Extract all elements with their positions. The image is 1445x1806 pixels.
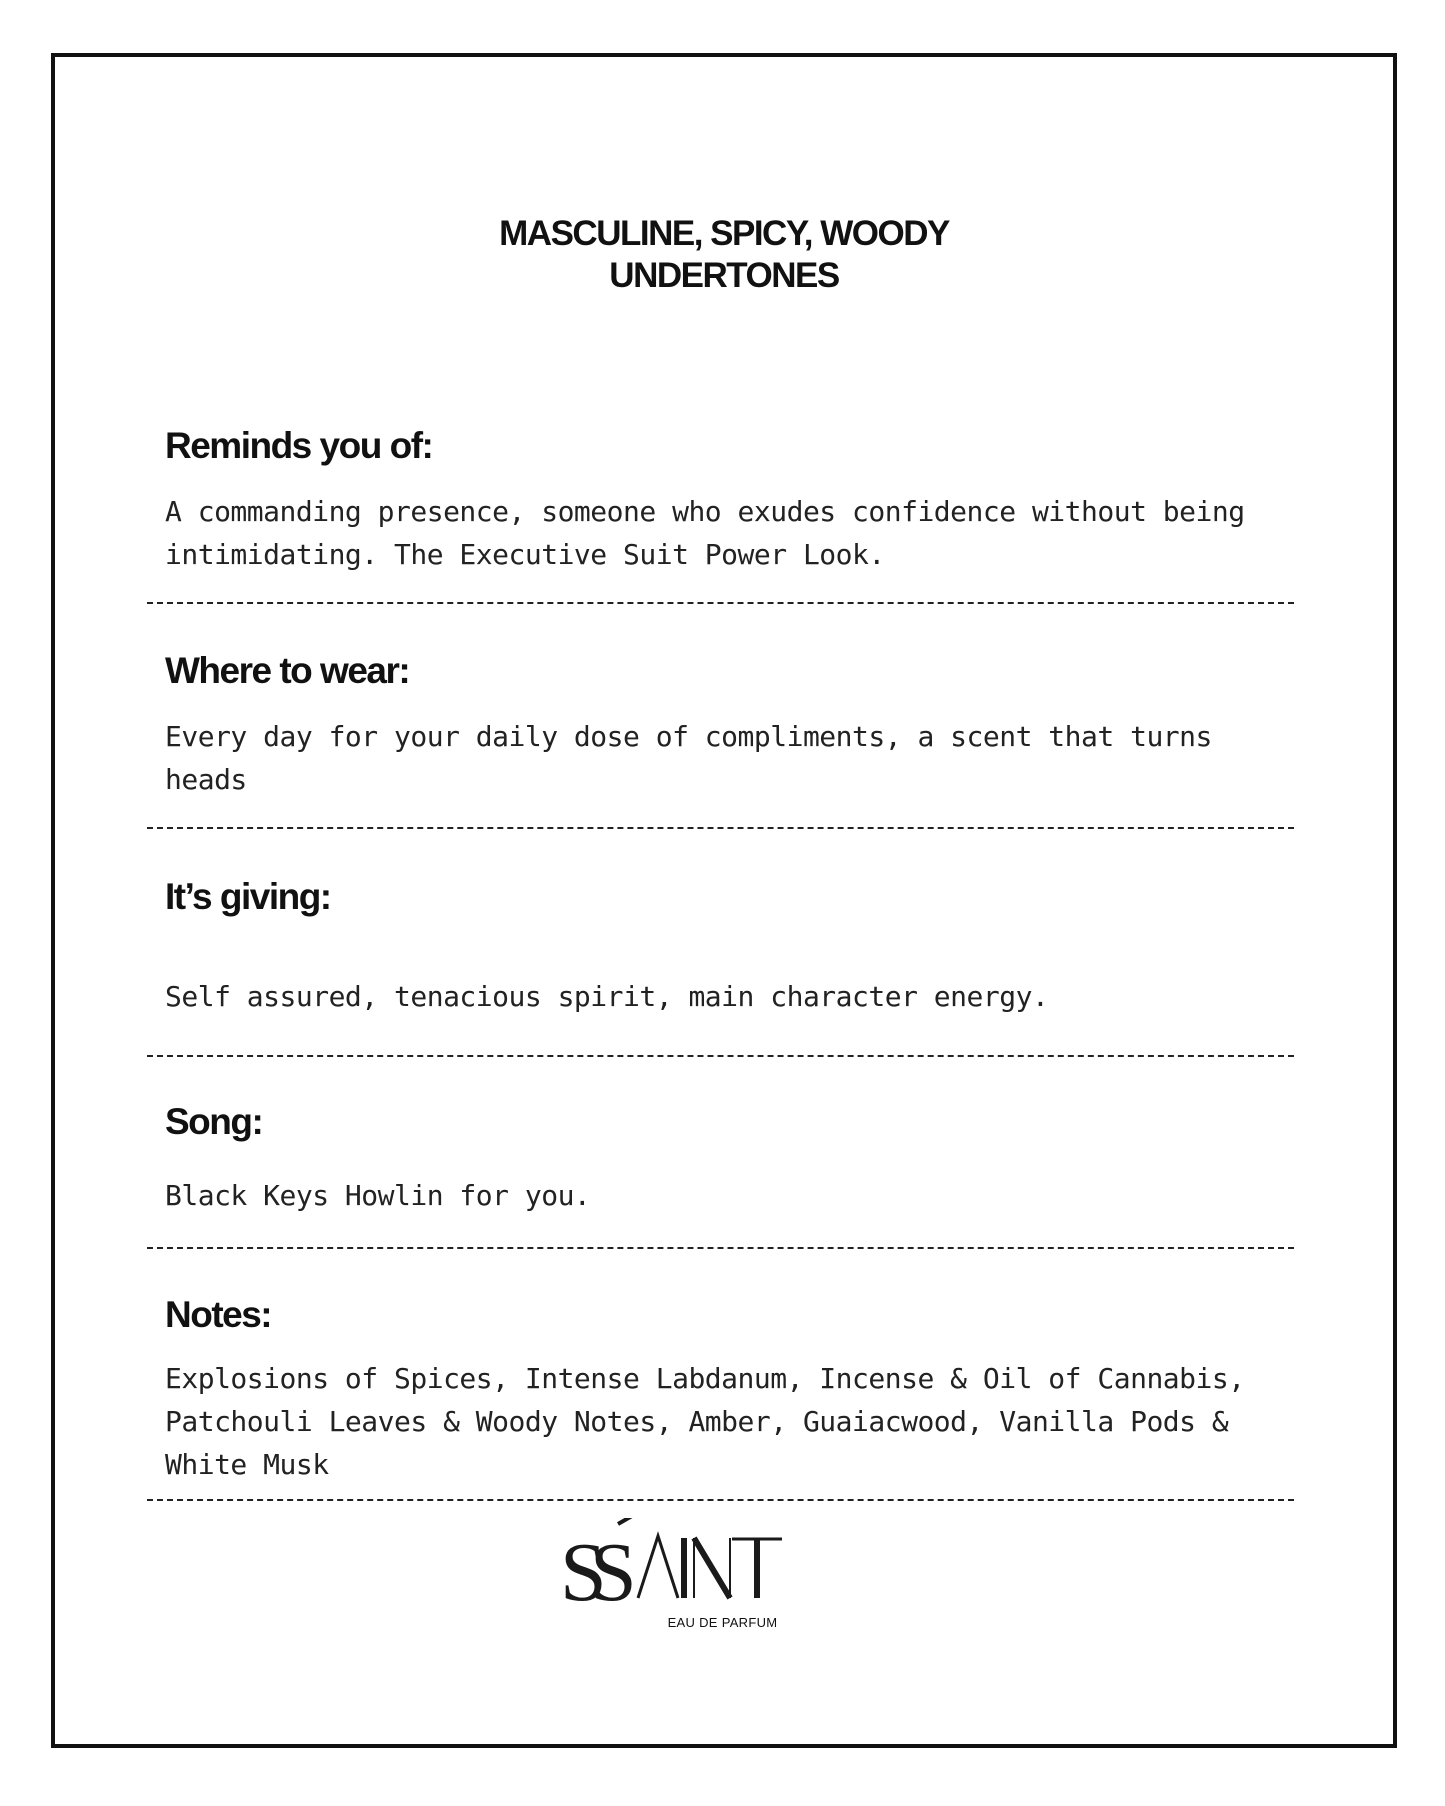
section-title-notes: Notes: bbox=[165, 1294, 272, 1335]
scent-card bbox=[51, 53, 1397, 1748]
divider bbox=[147, 1055, 1294, 1057]
section-body-notes: Explosions of Spices, Intense Labdanum, Incense & Oil of Cannabis, Patchouli Leaves & Woody Notes, Amber, Guaiacwood, Vanilla Pods & White Musk bbox=[165, 1362, 1245, 1481]
divider bbox=[147, 602, 1294, 604]
divider bbox=[147, 827, 1294, 829]
section-title-reminds: Reminds you of: bbox=[165, 425, 433, 466]
headline-line-1: MASCULINE, SPICY, WOODY bbox=[499, 214, 949, 253]
divider bbox=[147, 1499, 1294, 1501]
headline-line-2: UNDERTONES bbox=[609, 256, 839, 295]
headline bbox=[55, 213, 1393, 297]
svg-text:S: S bbox=[560, 1526, 599, 1618]
section-body-song: Black Keys Howlin for you. bbox=[165, 1179, 591, 1212]
svg-text:S: S bbox=[590, 1526, 637, 1618]
divider bbox=[147, 1247, 1294, 1249]
section-title-giving: It’s giving: bbox=[165, 876, 331, 917]
brand-logo bbox=[560, 1518, 784, 1618]
section-title-song: Song: bbox=[165, 1101, 263, 1142]
section-title-where: Where to wear: bbox=[165, 650, 410, 691]
section-body-where: Every day for your daily dose of compliments, a scent that turns heads bbox=[165, 720, 1229, 796]
section-body-giving: Self assured, tenacious spirit, main character energy. bbox=[165, 980, 1049, 1013]
section-body-reminds: A commanding presence, someone who exudes confidence without being intimidating. The Executive Suit Power Look. bbox=[165, 495, 1245, 571]
brand-tagline: EAU DE PARFUM bbox=[667, 1615, 778, 1630]
